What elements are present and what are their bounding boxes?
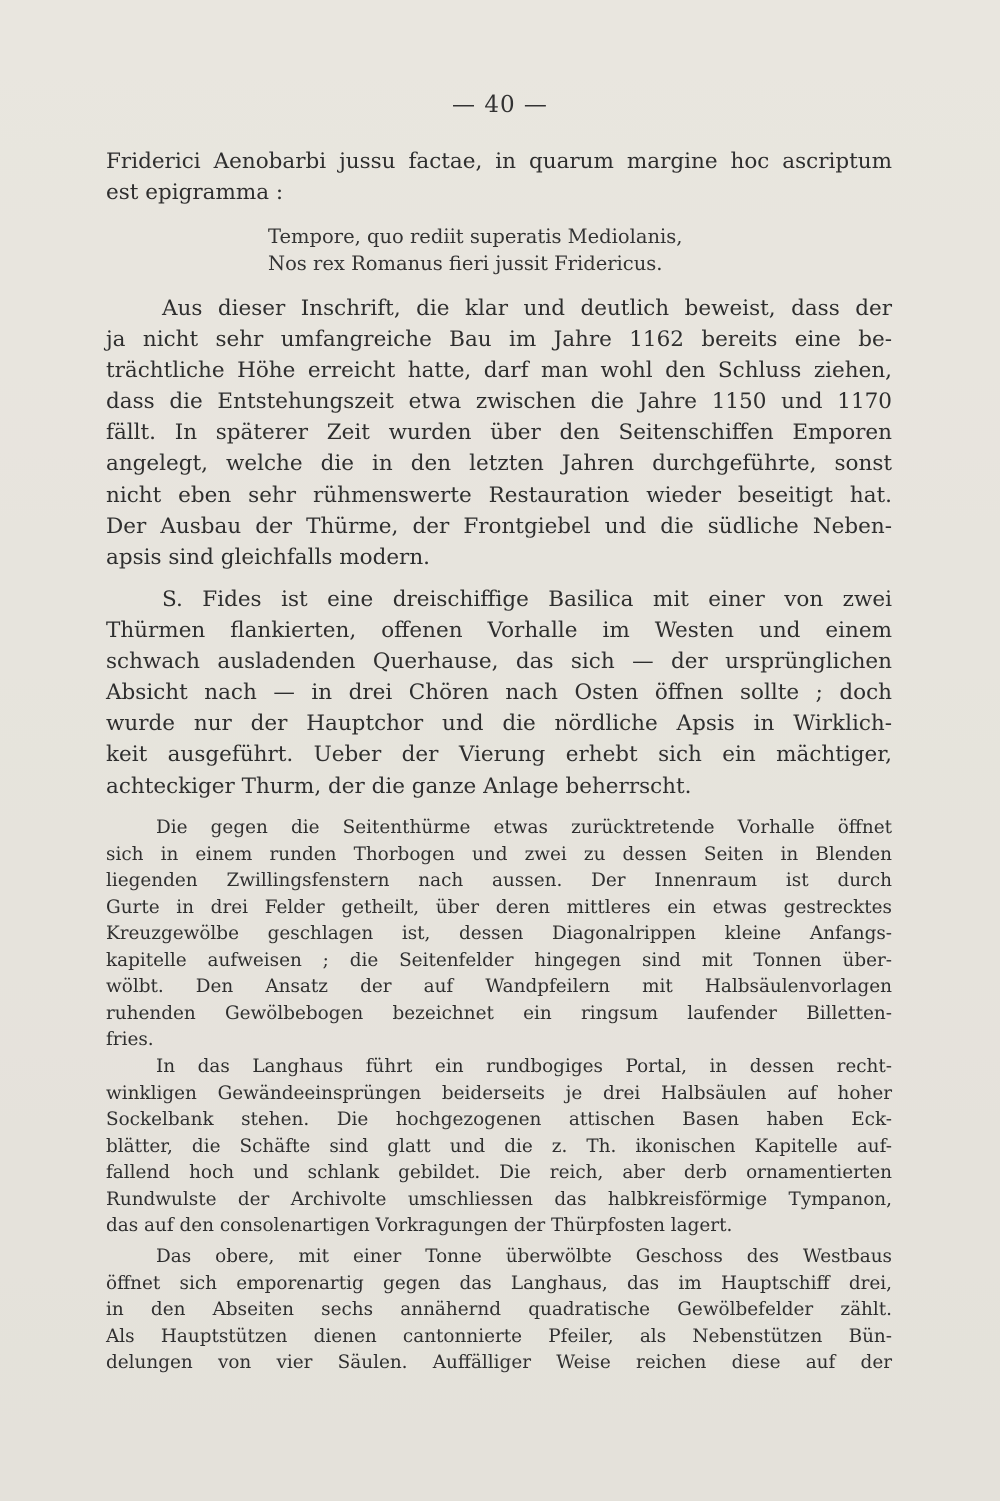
text-line: Gurte in drei Felder getheilt, über deren mittleres ein etwas gestrecktes: [106, 896, 892, 918]
text-line: nicht eben sehr rühmenswerte Restauration wieder beseitigt hat.: [106, 482, 892, 508]
epigram-verse: [268, 223, 682, 277]
text-line: dass die Entstehungszeit etwa zwischen die Jahre 1150 und 1170: [106, 389, 892, 415]
text-line: fallend hoch und schlank gebildet. Die reich, aber derb ornamentierten: [106, 1162, 892, 1183]
text-line: est epigramma :: [106, 180, 284, 206]
text-line: Kreuzgewölbe geschlagen ist, dessen Diagonalrippen kleine Anfangs-: [106, 923, 892, 944]
text-line: liegenden Zwillingsfenstern nach aussen. Der Innenraum ist durch: [106, 870, 892, 891]
text-line: wurde nur der Hauptchor und die nördliche Apsis in Wirklich-: [106, 711, 892, 737]
text-line: Das obere, mit einer Tonne überwölbte Geschoss des Westbaus: [156, 1246, 892, 1267]
page-number: — 40 —: [452, 92, 548, 118]
text-line: das auf den consolenartigen Vorkragungen der Thürpfosten lagert.: [106, 1215, 733, 1236]
text-line: Die gegen die Seitenthürme etwas zurücktretende Vorhalle öffnet: [156, 817, 892, 838]
paragraph-inscription: [106, 293, 892, 573]
text-line: keit ausgeführt. Ueber der Vierung erhebt sich ein mächtiger,: [106, 742, 892, 768]
text-line: delungen von vier Säulen. Auffälliger Weise reichen diese auf der: [106, 1352, 892, 1373]
text-line: Rundwulste der Archivolte umschliessen das halbkreisförmige Tympanon,: [106, 1188, 892, 1210]
text-line: Absicht nach — in drei Chören nach Osten öffnen sollte ; doch: [106, 680, 892, 706]
paragraph-vorhalle: [106, 815, 892, 1054]
text-line: ja nicht sehr umfangreiche Bau im Jahre 1162 bereits eine be-: [106, 327, 892, 353]
text-line: Der Ausbau der Thürme, der Frontgiebel und die südliche Neben-: [106, 513, 892, 539]
text-line: Als Hauptstützen dienen cantonnierte Pfeiler, als Nebenstützen Bün-: [106, 1325, 892, 1347]
text-line: achteckiger Thurm, der die ganze Anlage beherrscht.: [106, 773, 692, 799]
verse-line: Nos rex Romanus fieri jussit Fridericus.: [268, 252, 663, 275]
text-line: Sockelbank stehen. Die hochgezogenen attischen Basen haben Eck-: [106, 1109, 892, 1130]
text-line: S. Fides ist eine dreischiffige Basilica mit einer von zwei: [162, 587, 892, 612]
text-line: sich in einem runden Thorbogen und zwei zu dessen Seiten in Blenden: [106, 843, 892, 865]
text-line: wölbt. Den Ansatz der auf Wandpfeilern mit Halbsäulenvorlagen: [106, 976, 892, 997]
text-line: trächtliche Höhe erreicht hatte, darf man wohl den Schluss ziehen,: [106, 358, 892, 384]
text-line: öffnet sich emporenartig gegen das Langhaus, das im Hauptschiff drei,: [106, 1272, 892, 1294]
text-line: fällt. In späterer Zeit wurden über den Seitenschiffen Emporen: [106, 420, 892, 446]
paragraph-basilica: [106, 584, 892, 802]
paragraph-portal: [106, 1054, 892, 1240]
text-line: apsis sind gleichfalls modern.: [106, 544, 431, 570]
paragraph-westbau: [106, 1244, 892, 1377]
text-line: Thürmen flankierten, offenen Vorhalle im Westen und einem: [106, 618, 892, 644]
text-line: winkligen Gewändeeinsprüngen beiderseits je drei Halbsäulen auf hoher: [106, 1082, 892, 1104]
text-line: ruhenden Gewölbebogen bezeichnet ein ringsum laufender Billetten-: [106, 1002, 892, 1024]
intro-text: [106, 146, 892, 208]
text-line: kapitelle aufweisen ; die Seitenfelder hingegen sind mit Tonnen über-: [106, 949, 892, 971]
text-line: Aus dieser Inschrift, die klar und deutlich beweist, dass der: [162, 296, 892, 321]
verse-line: Tempore, quo rediit superatis Mediolanis,: [268, 225, 683, 248]
text-line: schwach ausladenden Querhause, das sich — der ursprünglichen: [106, 649, 892, 675]
text-line: blätter, die Schäfte sind glatt und die z. Th. ikonischen Kapitelle auf-: [106, 1135, 892, 1157]
text-line: fries.: [106, 1029, 154, 1050]
text-line: angelegt, welche die in den letzten Jahren durchgeführte, sonst: [106, 451, 892, 477]
text-line: Friderici Aenobarbi jussu factae, in quarum margine hoc ascriptum: [106, 149, 892, 174]
text-line: In das Langhaus führt ein rundbogiges Portal, in dessen recht-: [156, 1056, 892, 1077]
text-line: in den Abseiten sechs annähernd quadratische Gewölbefelder zählt.: [106, 1299, 892, 1320]
